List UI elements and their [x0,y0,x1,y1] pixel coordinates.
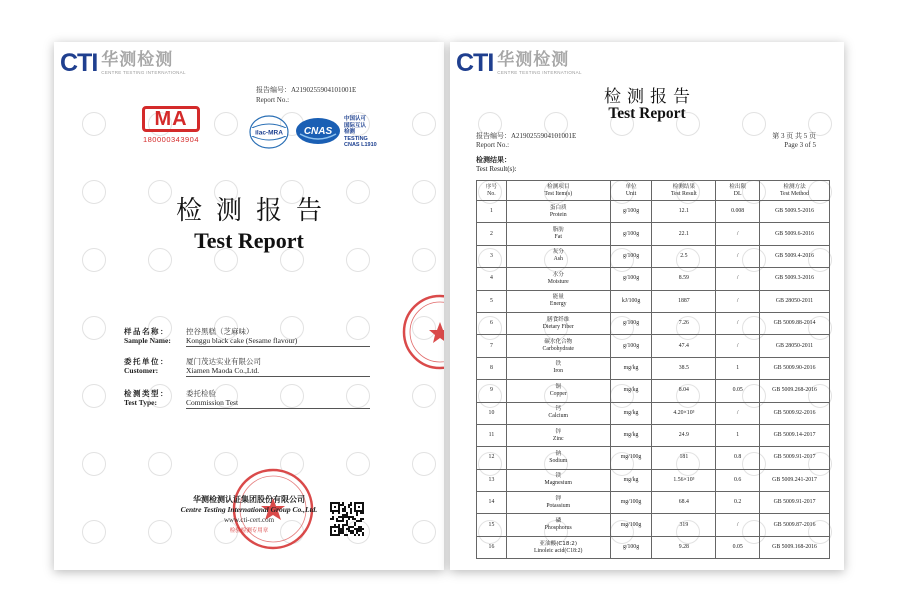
table-header-row [477,181,830,201]
cell-item-cn: 蛋白质 [549,204,567,211]
cell-item-en: Iron [553,368,564,375]
column-header-en: Test Method [780,190,810,197]
cell-item [506,402,610,424]
column-header [760,181,830,201]
watermark-icon [82,112,106,136]
cell-item [506,335,610,357]
cell-dl: 0.05 [716,536,760,558]
cti-logo-cn: 华测检测 [497,50,570,70]
cell-item-cn: 碳水化合物 [544,339,573,346]
ilac-mra-logo [248,114,290,150]
seal-caption: 检验检测专用章 [229,528,269,534]
table-body [477,201,830,559]
cell-result: 1887 [652,290,716,312]
cell-dl: 0.6 [716,469,760,491]
cell-item [506,469,610,491]
report-title-en: Test Report [194,228,304,253]
cell-dl: 1 [716,357,760,379]
cell-dl: / [716,290,760,312]
cell-no: 13 [477,469,507,491]
cnas-caption [344,116,377,149]
column-header-en: DL [733,190,742,197]
cell-unit: mg/100g [610,492,652,514]
field-label-en: Sample Name: [124,336,171,345]
cell-unit: g/100g [610,312,652,334]
watermark-icon [412,112,436,136]
cell-method: GB 5009.3-2016 [760,268,830,290]
column-header-cn: 检测项目 [547,183,570,190]
cell-unit: g/100g [610,268,652,290]
cell-item-en: Moisture [547,278,569,285]
cell-item-en: Sodium [549,457,568,464]
column-header [477,181,507,201]
table-row [477,223,830,245]
issuer-website: www.cti-cert.com [223,516,275,524]
cell-no: 10 [477,402,507,424]
column-header-cn: 检测方法 [783,183,806,190]
cell-item-cn: 灰分 [552,249,564,256]
issuer-name-en: Centre Testing International Group Co.,Ltd. [180,505,318,514]
field-value-en: Konggu black cake (Sesame flavour) [186,336,298,345]
table-row [477,536,830,558]
field-label-cn: 委托单位： [124,357,169,366]
cell-item [506,380,610,402]
page-indicator-en: Page 3 of 5 [784,141,816,149]
watermark-icon [214,112,238,136]
report-number-label-en: Report No.: [256,96,290,104]
cell-result: 181 [652,447,716,469]
cell-item-en: Potassium [546,502,571,509]
table-row [477,268,830,290]
cell-item [506,245,610,267]
cell-unit: g/100g [610,201,652,223]
cell-no: 3 [477,245,507,267]
cell-no: 11 [477,424,507,446]
watermark-icon [82,452,106,476]
cell-method: GB 5009.241-2017 [760,469,830,491]
cell-item-cn: 钙 [555,406,562,413]
watermark-icon [412,384,436,408]
field-label-cn: 样品名称： [124,327,169,336]
cma-mark [142,106,200,144]
issuer-name-cn: 华测检测认证集团股份有限公司 [193,495,305,504]
cell-method: GB 5009.168-2016 [760,536,830,558]
report-number-label: 报告编号： [256,86,291,94]
cell-item-en: Copper [549,390,567,397]
column-header-cn: 检测结果 [672,183,696,190]
table-row [477,312,830,334]
field-value-cn: 厦门茂达实业有限公司 [186,357,261,366]
cell-item-en: Calcium [548,413,569,420]
cell-dl: 0.2 [716,492,760,514]
field-underline [186,376,370,377]
cell-method: GB 5009.92-2016 [760,402,830,424]
cell-result: 24.9 [652,424,716,446]
cti-logo-sub: CENTRE TESTING INTERNATIONAL [101,70,186,75]
cell-dl: / [716,245,760,267]
cell-item-cn: 铁 [555,361,562,368]
cell-item-cn: 脂肪 [552,227,564,234]
cell-no: 15 [477,514,507,536]
cell-unit: mg/kg [610,424,652,446]
cell-item-en: Protein [549,211,567,218]
cti-logo-mark: CTI [456,49,494,77]
cell-unit: mg/100g [610,447,652,469]
field-value-en: Commission Test [186,398,239,407]
cell-item-en: Ash [553,256,563,263]
cell-no: 4 [477,268,507,290]
cti-logo [456,50,582,76]
cell-result: 8.04 [652,380,716,402]
ilac-mra-text: ilac-MRA [255,129,283,137]
cnas-caption-line: 中国认可 [344,116,367,122]
watermark-icon [148,452,172,476]
cell-dl: / [716,514,760,536]
cell-unit: g/100g [610,536,652,558]
table-row [477,447,830,469]
table-row [477,380,830,402]
cell-item-cn: 铜 [555,383,562,390]
cell-dl: / [716,312,760,334]
cell-no: 16 [477,536,507,558]
results-heading-en: Test Result(s): [476,165,517,173]
cell-item-cn: 钾 [555,495,562,502]
field-label-en: Test Type: [124,398,157,407]
cell-dl: / [716,268,760,290]
table-row [477,424,830,446]
cell-item [506,357,610,379]
cell-method: GB 5009.91-2017 [760,492,830,514]
cell-no: 8 [477,357,507,379]
cell-result: 47.4 [652,335,716,357]
column-header [610,181,652,201]
cell-method: GB 28050-2011 [760,290,830,312]
cell-result: 38.5 [652,357,716,379]
watermark-icon [346,384,370,408]
cell-result: 319 [652,514,716,536]
cti-logo [60,50,186,76]
cell-no: 7 [477,335,507,357]
cnas-caption-line: 国际互认 [344,122,367,129]
cell-unit: mg/kg [610,380,652,402]
cell-no: 14 [477,492,507,514]
page-indicator [772,132,816,150]
cell-item-en: Dietary Fiber [542,323,574,330]
cell-item [506,312,610,334]
cell-item-cn: 水分 [552,271,564,278]
watermark-icon [346,316,370,340]
cell-no: 6 [477,312,507,334]
watermark-icon [346,452,370,476]
qr-code [330,502,364,536]
cell-dl: 0.05 [716,380,760,402]
cell-item-cn: 膳食纤维 [547,316,570,323]
cell-item-cn: 能量 [552,294,564,301]
cell-result: 12.1 [652,201,716,223]
cell-unit: mg/100g [610,514,652,536]
test-results-table [476,180,830,559]
cell-unit: mg/kg [610,357,652,379]
field-underline [186,408,370,409]
cell-unit: g/100g [610,245,652,267]
cell-item-en: Zinc [552,435,564,442]
page-indicator-cn: 第 3 页 共 5 页 [772,132,816,140]
cell-item-cn: 钠 [555,450,562,457]
cti-logo-mark: CTI [60,49,98,77]
column-header [506,181,610,201]
cell-item-cn: 镁 [555,473,562,480]
cnas-caption-line: CNAS L1910 [344,142,377,148]
cell-no: 9 [477,380,507,402]
cell-item [506,492,610,514]
watermark-icon [82,316,106,340]
table-row [477,357,830,379]
report-number-label: 报告编号： [476,132,511,140]
results-heading [476,156,517,174]
report-title-cn: 检测报告 [604,87,696,107]
cell-method: GB 5009.268-2016 [760,380,830,402]
cell-item-en: Carbohydrate [542,346,575,353]
cell-item [506,424,610,446]
cell-method: GB 28050-2011 [760,335,830,357]
table-header [477,181,830,201]
column-header-cn: 单位 [625,183,637,190]
report-number-value: A2190255904101001E [511,132,577,140]
cell-item-en: Phosphorus [544,525,572,532]
report-number-value: A2190255904101001E [291,86,357,94]
cell-unit: mg/kg [610,402,652,424]
table-row [477,402,830,424]
cell-item [506,514,610,536]
cell-result: 9.28 [652,536,716,558]
cell-result: 7.26 [652,312,716,334]
cell-item-en: Fat [554,234,562,241]
cell-method: GB 5009.90-2016 [760,357,830,379]
table-row [477,492,830,514]
official-seal-side [400,292,444,372]
column-header-cn: 检出限 [729,183,747,190]
report-title-cn: 检测报告 [175,196,336,226]
cell-no: 12 [477,447,507,469]
field-label-cn: 检测类型： [124,389,169,398]
cell-result: 1.56×10³ [652,469,716,491]
column-header-en: Test Item(s) [544,190,573,197]
cell-item-en: Energy [549,301,567,308]
watermark-icon [82,384,106,408]
cell-dl: 0.008 [716,201,760,223]
cell-dl: 0.8 [716,447,760,469]
cell-result: 8.59 [652,268,716,290]
field-value-cn: 委托检验 [186,389,216,398]
field-label-en: Customer: [124,366,159,375]
cell-unit: g/100g [610,335,652,357]
cell-no: 1 [477,201,507,223]
report-number [256,85,356,105]
watermark-icon [412,452,436,476]
results-heading-cn: 检测结果： [476,156,511,164]
report-cover-page [54,42,444,570]
column-header [716,181,760,201]
cell-dl: / [716,335,760,357]
cell-item [506,223,610,245]
cell-method: GB 5009.88-2014 [760,312,830,334]
cnas-logo [294,116,342,146]
cell-result: 4.20×10³ [652,402,716,424]
cell-result: 68.4 [652,492,716,514]
cell-item-cn: 亚油酸(C18:2) [539,540,578,547]
cell-dl: 1 [716,424,760,446]
cell-item [506,447,610,469]
cell-dl: / [716,223,760,245]
cnas-caption-line: TESTING [344,135,368,142]
column-header-en: Test Result [670,190,697,197]
field-value-cn: 控谷黑糕（芝麻味） [186,327,254,336]
table-row [477,335,830,357]
column-header-cn: 序号 [485,183,498,190]
column-header-en: Unit [625,190,637,197]
cell-item-en: Magnesium [544,480,572,487]
cell-method: GB 5009.4-2016 [760,245,830,267]
cma-number: 180000343904 [142,135,200,144]
cell-dl: / [716,402,760,424]
cell-item [506,290,610,312]
cell-no: 5 [477,290,507,312]
cell-method: GB 5009.87-2016 [760,514,830,536]
cti-logo-cn: 华测检测 [101,50,174,70]
report-number [476,132,576,150]
cell-result: 22.1 [652,223,716,245]
cell-item-en: Linoleic acid(C18:2) [534,547,583,554]
field-underline [186,346,370,347]
table-row [477,469,830,491]
cell-method: GB 5009.91-2017 [760,447,830,469]
cnas-caption-line: 检测 [344,129,356,135]
cti-logo-sub: CENTRE TESTING INTERNATIONAL [497,70,582,75]
cell-method: GB 5009.5-2016 [760,201,830,223]
cell-item [506,201,610,223]
cell-item-cn: 锌 [555,428,562,435]
table-row [477,290,830,312]
cell-item-cn: 磷 [555,518,562,525]
cell-item [506,536,610,558]
report-results-page [450,42,844,570]
cell-unit: mg/kg [610,469,652,491]
cell-unit: g/100g [610,223,652,245]
cell-result: 2.5 [652,245,716,267]
cell-item [506,268,610,290]
cell-method: GB 5009.6-2016 [760,223,830,245]
column-header [652,181,716,201]
column-header-en: No. [487,190,496,197]
cell-unit: kJ/100g [610,290,652,312]
report-title-en: Test Report [608,105,686,122]
table-row [477,201,830,223]
field-value-en: Xiamen Maoda Co.,Ltd. [186,366,260,375]
table-row [477,514,830,536]
cell-no: 2 [477,223,507,245]
table-row [477,245,830,267]
cma-logo: MA [142,106,200,132]
watermark-icon [280,384,304,408]
cnas-text: CNAS [303,126,333,137]
cell-method: GB 5009.14-2017 [760,424,830,446]
report-number-label-en: Report No.: [476,141,510,149]
